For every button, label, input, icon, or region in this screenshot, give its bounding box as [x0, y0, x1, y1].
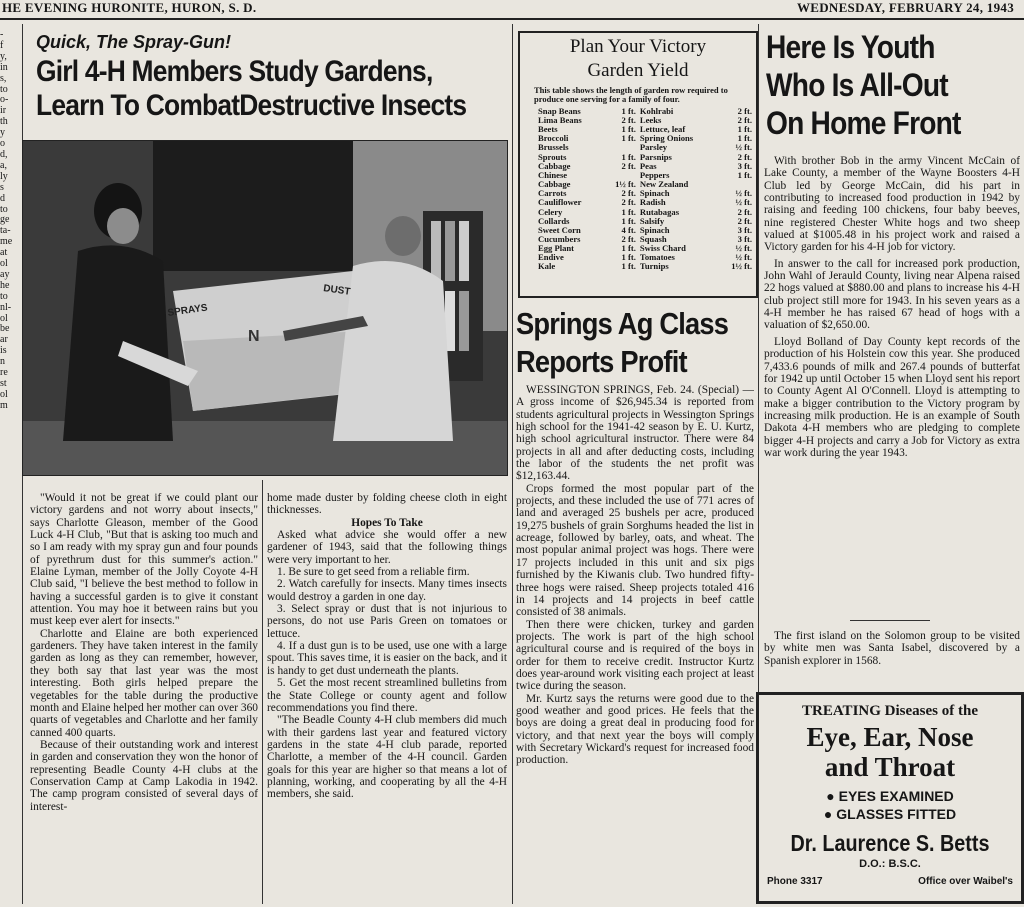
vegetable-name-cell: Tomatoes [639, 252, 675, 263]
left-stub-column [0, 30, 20, 900]
row-length-cell: 2 ft. [621, 160, 636, 171]
paragraph: "Would it not be great if we could plant our victory gardens and not worry about insects," says Charlotte Gleason, member of the Good Luck 4-H Club, "But that is asking too much and so I am ready with my spray gun and four pounds of pyrethrum dust for this summer's action." Elaine Lyman, member of the Jolly Coyote 4-H Club said, "I believe the best method to follow in having a successful garden is to give it constant attention. You may hoe it between rains but you must keep ever alert for insects." [30, 492, 258, 628]
article-headline-line-1: Girl 4-H Members Study Gardens, [36, 55, 433, 88]
row-length-cell: ½ ft. [735, 243, 752, 254]
paragraph: Lloyd Bolland of Day County kept records of the production of his Holstein cow this year. She produced 7,433.6 pounds of milk and 267.4 pounds of butterfat for 1942 up until October 15 when Lloyd sent his report to County Agent Al O'Connell. Lloyd is attempting to make a bigger contribution to the Victory program by increasing milk production. He is an example of South Dakota 4-H members who are pledging to complete bigger 4-H projects and carry a Job for Victory as extra war work during the year 1943. [764, 335, 1020, 459]
paragraph: Mr. Kurtz says the returns were good due to the good weather and good prices. He feels that the boys are doing a great deal in producing food for victory, and that next year the boys will comply with Secretary Wickard's request for increased food production. [516, 692, 754, 767]
ad-degrees: D.O.: B.S.C. [859, 858, 921, 870]
photo-sign-letter: N [248, 328, 260, 345]
vegetable-name-cell: Beets [538, 124, 558, 135]
stub-line: y [0, 127, 5, 139]
row-length-cell: 1 ft. [621, 151, 636, 162]
vegetable-name-cell: Swiss Chard [639, 243, 686, 254]
row-length-cell: 1 ft. [621, 124, 636, 135]
row-length-cell: 3 ft. [737, 160, 752, 171]
paragraph: In answer to the call for increased pork production, John Wahl of Jerauld County, living near Alpena raised 22 hogs valued at $880.00 and plans to increase his 4-H club project still more for 1943. In his seven years as a 4-H member he has raised 67 head of hogs with a valuation of $2,650.00. [764, 257, 1020, 332]
vegetable-name-cell: Chinese [538, 169, 568, 180]
paragraph: Then there were chicken, turkey and garden projects. The work is part of the high school agricultural course and is required of the boys in order for them to receive credit. Instructor Kurtz does year-around work visiting each project at least twice during the season. [516, 618, 754, 693]
row-length-cell: 1 ft. [737, 133, 752, 144]
article1-column-1 [30, 492, 258, 904]
paragraph: home made duster by folding cheese cloth in eight thicknesses. [267, 492, 507, 517]
row-length-cell: ½ ft. [735, 142, 752, 153]
stub-line: in [0, 61, 8, 73]
victory-garden-table-box [518, 31, 758, 298]
table-title-line-1: Plan Your Victory [569, 36, 707, 57]
paragraph: "The Beadle County 4-H club members did much with their gardens last year and featured victory gardens in the state 4-H club parade, reported Charlotte, a member of the 4-H council. Garden goals for this year are higher so that means a lot of planning, working, and cooperating by all the 4-H members, she said. [267, 714, 507, 801]
paragraph: Asked what advice she would offer a new gardener of 1943, said that the following things were very important to her. [267, 529, 507, 566]
news-photo [22, 140, 508, 476]
stub-line: to [0, 83, 8, 95]
row-length-cell: 2 ft. [737, 151, 752, 162]
vegetable-name-cell: Peppers [639, 169, 670, 180]
vegetable-name-cell: Kale [538, 261, 556, 272]
article-kicker: Quick, The Spray-Gun! [36, 32, 232, 52]
article3-headline-line-2: Who Is All-Out [766, 67, 948, 103]
paragraph: WESSINGTON SPRINGS, Feb. 24. (Special) — A gross income of $26,945.34 is reported from students agricultural projects in Wessington Springs high school for the 1941-42 season by E. U. Kurtz, high school agricultural instructor. There were 84 projects in all and after deducting costs, including the labor of the students the net profit was $12,163.44. [516, 384, 754, 483]
vegetable-name-cell: Carrots [538, 188, 567, 199]
row-length-cell: 2 ft. [621, 188, 636, 199]
row-length-cell: 1 ft. [621, 252, 636, 263]
row-length-cell: 2 ft. [737, 215, 752, 226]
vegetable-name-cell: Parsley [639, 142, 668, 153]
stub-line: to [0, 290, 8, 302]
article-headline-line-2: Learn To CombatDestructive Insects [36, 89, 467, 122]
stub-line: m [0, 399, 8, 411]
ad-bullet-glasses-fitted [759, 806, 1021, 822]
stub-line: ir [0, 105, 7, 117]
stub-line: ta- [0, 225, 11, 237]
paragraph: 5. Get the most recent streamlined bulletins from the State College or county agent and follow recommendations you find there. [267, 677, 507, 714]
vegetable-name-cell: Spinach [639, 224, 670, 235]
bullet-icon: ● [823, 806, 837, 822]
stub-line: ol [0, 258, 8, 270]
vegetable-name-cell: Lettuce, leaf [639, 124, 686, 135]
vegetable-name-cell: Cucumbers [538, 234, 581, 244]
row-length-cell: 1 ft. [737, 169, 752, 180]
ad-bullet-eyes-examined [759, 788, 1021, 804]
vegetable-name-cell: Cauliflower [538, 197, 582, 208]
stub-line: s, [0, 72, 7, 84]
filler-divider [850, 620, 930, 621]
stub-line: s [0, 181, 4, 193]
column-rule [262, 480, 263, 904]
row-length-cell: 2 ft. [621, 114, 636, 125]
stub-line: st [0, 378, 7, 389]
stub-line: n [0, 356, 5, 368]
vegetable-name-cell: Cabbage [538, 179, 571, 190]
vegetable-name-cell: Turnips [639, 261, 669, 272]
vegetable-name-cell: Radish [639, 197, 666, 208]
paragraph: With brother Bob in the army Vincent McCain of Lake County, a member of the Wayne Boosters 4-H Club led by George McCain, did his part in contributing to increased food production in 1942 by raising and feeding 100 chickens, four baby beeves, nine registered Chester White hogs and two sheep valued at $1005.48 in his project work and raised a Victory garden for his 4-H job for victory. [764, 155, 1020, 254]
article1-column-2 [267, 492, 507, 904]
row-length-cell: 1 ft. [621, 215, 636, 226]
stub-line: he [0, 279, 10, 291]
vegetable-name-cell: Endive [538, 252, 564, 263]
ad-doctor-name: Dr. Laurence S. Betts [790, 830, 990, 856]
stub-line: ol [0, 312, 8, 324]
masthead [0, 0, 1024, 20]
row-length-cell: ½ ft. [735, 188, 752, 199]
stub-line: ge [0, 214, 10, 226]
stub-line: o [0, 138, 5, 150]
stub-line: to [0, 203, 8, 215]
row-length-cell: 2 ft. [621, 234, 636, 244]
row-length-cell: ½ ft. [735, 252, 752, 263]
stub-line: nl- [0, 301, 12, 313]
stub-line: re [0, 367, 8, 379]
vegetable-name-cell: Brussels [538, 142, 569, 153]
photo-sign-dust: DUST [322, 283, 352, 298]
filler-item [764, 630, 1020, 667]
ad-office: Office over Waibel's [918, 876, 1013, 887]
vegetable-name-cell: Sweet Corn [538, 224, 581, 235]
table-row [538, 262, 756, 271]
doctor-advertisement [756, 692, 1024, 904]
table-description: This table shows the length of garden row required to produce one serving for a family of four. [534, 85, 728, 105]
masthead-paper-name: HE EVENING HURONITE, HURON, S. D. [2, 0, 257, 15]
row-length-cell: 1 ft. [621, 261, 636, 272]
row-length-cell: 1 ft. [737, 124, 752, 135]
row-length-cell: 1 ft. [621, 105, 636, 116]
stub-line: d [0, 192, 5, 204]
paragraph: Charlotte and Elaine are both experienced gardeners. They have taken interest in the family garden as long as they can remember, however, they both say that last year was the most interesting. Both girls helped prepare the vegetables for the table during the productive month and Elaine helped her mother can over 360 quarts of vegetables and Charlotte and her family canned 400 quarts. [30, 627, 258, 739]
row-length-cell: 1½ ft. [731, 261, 752, 272]
paragraph: 2. Watch carefully for insects. Many times insects would destroy a garden in one day. [267, 578, 507, 603]
vegetable-name-cell: Parsnips [639, 151, 672, 162]
stub-line: ay [0, 268, 10, 280]
vegetable-name-cell: Broccoli [538, 133, 569, 144]
row-length-cell: 1 ft. [621, 133, 636, 144]
row-length-cell: 1½ ft. [615, 179, 636, 190]
vegetable-name-cell: Kohlrabi [639, 105, 674, 116]
row-length-cell: 1 ft. [621, 243, 636, 254]
table-title-line-2: Garden Yield [587, 60, 689, 81]
vegetable-name-cell: Snap Beans [538, 105, 581, 116]
ad-line-treating: TREATING Diseases of the [802, 703, 978, 719]
row-length-cell: 3 ft. [737, 234, 752, 244]
vegetable-name-cell: Leeks [639, 114, 662, 125]
paragraph: 3. Select spray or dust that is not injurious to persons, do not use Paris Green on tomatoes or lettuce. [267, 603, 507, 640]
article3-headline-line-1: Here Is Youth [766, 29, 935, 65]
stub-line: - [0, 30, 4, 40]
garden-yield-table [538, 107, 756, 272]
stub-line: f [0, 39, 4, 51]
article2-headline-line-1: Springs Ag Class [516, 306, 729, 341]
vegetable-name-cell: Peas [639, 160, 657, 171]
row-length-cell: 3 ft. [737, 224, 752, 235]
ad-bullet-text: EYES EXAMINED [838, 788, 954, 804]
column-rule [512, 24, 513, 904]
paragraph: 1. Be sure to get seed from a reliable firm. [277, 566, 470, 579]
article2-body [516, 384, 754, 904]
photo-sign-sprays: SPRAYS [166, 302, 209, 319]
stub-line: is [0, 345, 7, 357]
stub-line: at [0, 247, 8, 259]
row-length-cell: 2 ft. [737, 114, 752, 125]
stub-line: d, [0, 148, 8, 160]
row-length-cell: 4 ft. [621, 224, 636, 235]
row-length-cell: 1 ft. [621, 206, 636, 217]
vegetable-name-cell: Cabbage [538, 160, 571, 171]
ad-bullet-text: GLASSES FITTED [836, 806, 957, 822]
paragraph: 4. If a dust gun is to be used, use one with a large spout. This saves time, it is easier on the back, and it is handy to get dust underneath the plants. [267, 640, 507, 677]
stub-line: th [0, 116, 8, 128]
paragraph: Because of their outstanding work and interest in garden and conservation they won the honor of representing Beadle County 4-H clubs at the Conservation Camp at Camp Lakodia in 1942. The camp program consisted of several days of interest- [30, 738, 258, 813]
vegetable-name-cell: Lima Beans [538, 114, 582, 125]
stub-line: a, [0, 159, 7, 171]
bullet-icon: ● [826, 788, 839, 804]
vegetable-name-cell: Sprouts [538, 151, 567, 162]
row-length-cell: 2 ft. [621, 197, 636, 208]
ad-phone: Phone 3317 [767, 876, 823, 887]
stub-line: y, [0, 50, 7, 62]
row-length-cell: 2 ft. [737, 105, 752, 116]
vegetable-name-cell: Rutabagas [639, 206, 680, 217]
vegetable-name-cell: Collards [538, 215, 570, 226]
stub-line: be [0, 323, 10, 335]
news-photo-image [23, 141, 507, 475]
article3-body [764, 155, 1020, 615]
subhead: Hopes To Take [351, 516, 423, 529]
vegetable-name-cell: New Zealand [639, 179, 689, 190]
masthead-date: WEDNESDAY, FEBRUARY 24, 1943 [796, 0, 1014, 15]
stub-line: o- [0, 94, 9, 106]
stub-line: ly [0, 170, 8, 182]
row-length-cell: ½ ft. [735, 197, 752, 208]
paragraph: The first island on the Solomon group to be visited by white men was Santa Isabel, discovered by a Spanish explorer in 1568. [764, 630, 1020, 667]
stub-line: ar [0, 334, 8, 346]
ad-line-eye-ear-nose: Eye, Ear, Nose [806, 722, 974, 752]
ad-line-throat: and Throat [824, 752, 956, 782]
article3-headline-line-3: On Home Front [766, 105, 961, 141]
vegetable-name-cell: Spinach [639, 188, 670, 199]
vegetable-name-cell: Celery [538, 206, 563, 217]
article2-headline-line-2: Reports Profit [516, 344, 687, 379]
stub-line: ol [0, 388, 8, 400]
vegetable-name-cell: Squash [639, 234, 667, 244]
vegetable-name-cell: Egg Plant [538, 243, 575, 254]
vegetable-name-cell: Spring Onions [639, 133, 694, 144]
ad-footer [759, 870, 1021, 887]
stub-line: me [0, 236, 13, 248]
row-length-cell: 2 ft. [737, 206, 752, 217]
vegetable-name-cell: Salsify [639, 215, 665, 226]
paragraph: Crops formed the most popular part of the projects, and these included the use of 771 acres of land and averaged 25 bushels per acre, produced 19,275 bushels of grain Sorghums headed the list in acreage, followed by barley, oats, and wheat. The most popular animal project was hogs. There were 17 projects included in this unit and six pigs furnished by the Kiwanis club. Two hundred fifty-three hogs were raised. Sheep projects totaled 416 in 14 projects and 14 projects in beef cattle consisted of 38 animals. [516, 482, 754, 619]
